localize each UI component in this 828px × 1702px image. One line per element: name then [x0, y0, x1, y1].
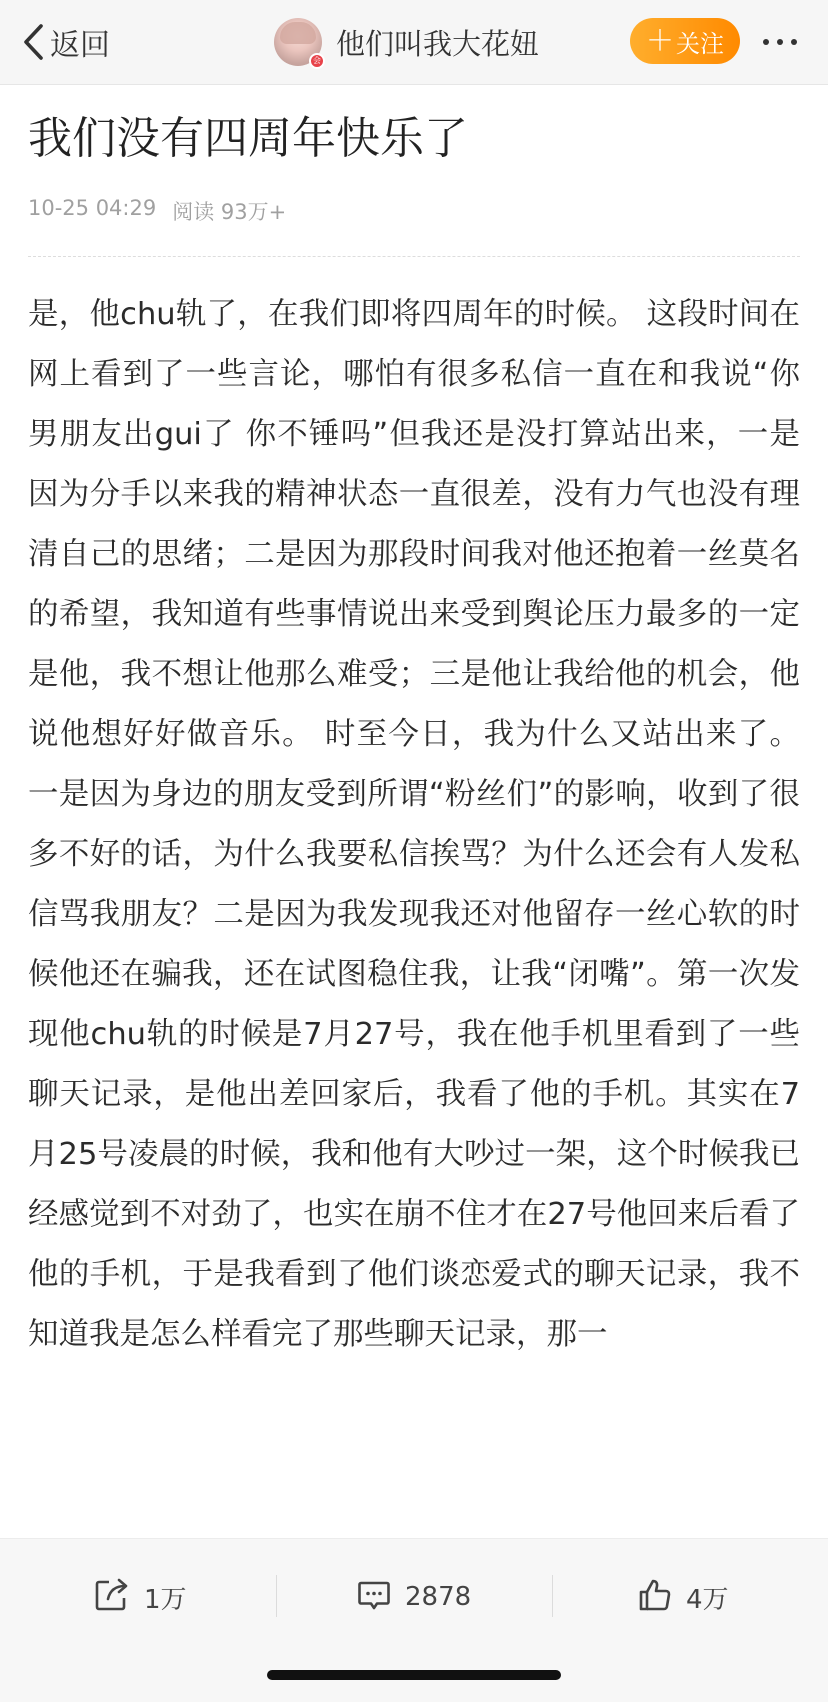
toolbar-divider: [276, 1575, 277, 1617]
author-name[interactable]: 他们叫我大花妞: [336, 26, 540, 61]
author-profile-link[interactable]: [274, 16, 539, 68]
follow-label: 关注: [676, 29, 724, 58]
top-nav-bar: [0, 0, 828, 85]
share-count: 1万: [144, 1584, 187, 1615]
toolbar-divider: [552, 1575, 553, 1617]
article-title: 我们没有四周年快乐了: [28, 113, 468, 164]
home-indicator[interactable]: [267, 1670, 561, 1680]
read-count: 阅读 93万+: [172, 200, 287, 224]
share-icon: [94, 1578, 130, 1616]
plus-icon: ＋: [645, 24, 674, 57]
more-dots-icon: [791, 39, 797, 45]
chevron-left-icon: [22, 23, 44, 61]
follow-button[interactable]: [630, 18, 740, 64]
back-button[interactable]: [22, 18, 110, 66]
avatar-hair: [280, 22, 316, 44]
thumbs-up-icon: [638, 1578, 672, 1616]
publish-date: 10-25 04:29: [28, 196, 157, 220]
article-body: 是，他chu轨了，在我们即将四周年的时候。 这段时间在网上看到了一些言论，哪怕有很多私信一直在和我说“你男朋友出gui了 你不锤吗”但我还是没打算站出来，一是因为分手以来我的精神状态一直很差，没有力气也没有理清自己的思绪；二是因为那段时间我对他还抱着一丝莫名的希望，我知道有些事情说出来受到舆论压力最多的一定是他，我不想让他那么难受；三是他让我给他的机会，他说他想好好做音乐。 时至今日，我为什么又站出来了。一是因为身边的朋友受到所谓“粉丝们”的影响，收到了很多不好的话，为什么我要私信挨骂？为什么还会有人发私信骂我朋友？二是因为我发现我还对他留存一丝心软的时候他还在骗我，还在试图稳住我，让我“闭嘴”。第一次发现他chu轨的时候是7月27号，我在他手机里看到了一些聊天记录，是他出差回家后，我看了他的手机。其实在7月25号凌晨的时候，我和他有大吵过一架，这个时候我已经感觉到不对劲了，也实在崩不住才在27号他回来后看了他的手机，于是我看到了他们谈恋爱式的聊天记录，我不知道我是怎么样看完了那些聊天记录，那一: [28, 297, 800, 1352]
divider: [28, 256, 800, 257]
comment-count: 2878: [405, 1582, 472, 1612]
avatar[interactable]: [274, 18, 322, 66]
comment-icon: [357, 1578, 391, 1616]
article-meta: [28, 196, 286, 226]
more-dots-icon: [777, 39, 783, 45]
verified-badge-icon: 会: [309, 53, 325, 69]
share-button[interactable]: [94, 1573, 187, 1621]
more-dots-icon: [763, 39, 769, 45]
back-label: 返回: [50, 28, 110, 63]
like-count: 4万: [686, 1584, 729, 1615]
comment-button[interactable]: [357, 1573, 471, 1621]
more-options-button[interactable]: [752, 24, 808, 60]
like-button[interactable]: [638, 1573, 729, 1621]
